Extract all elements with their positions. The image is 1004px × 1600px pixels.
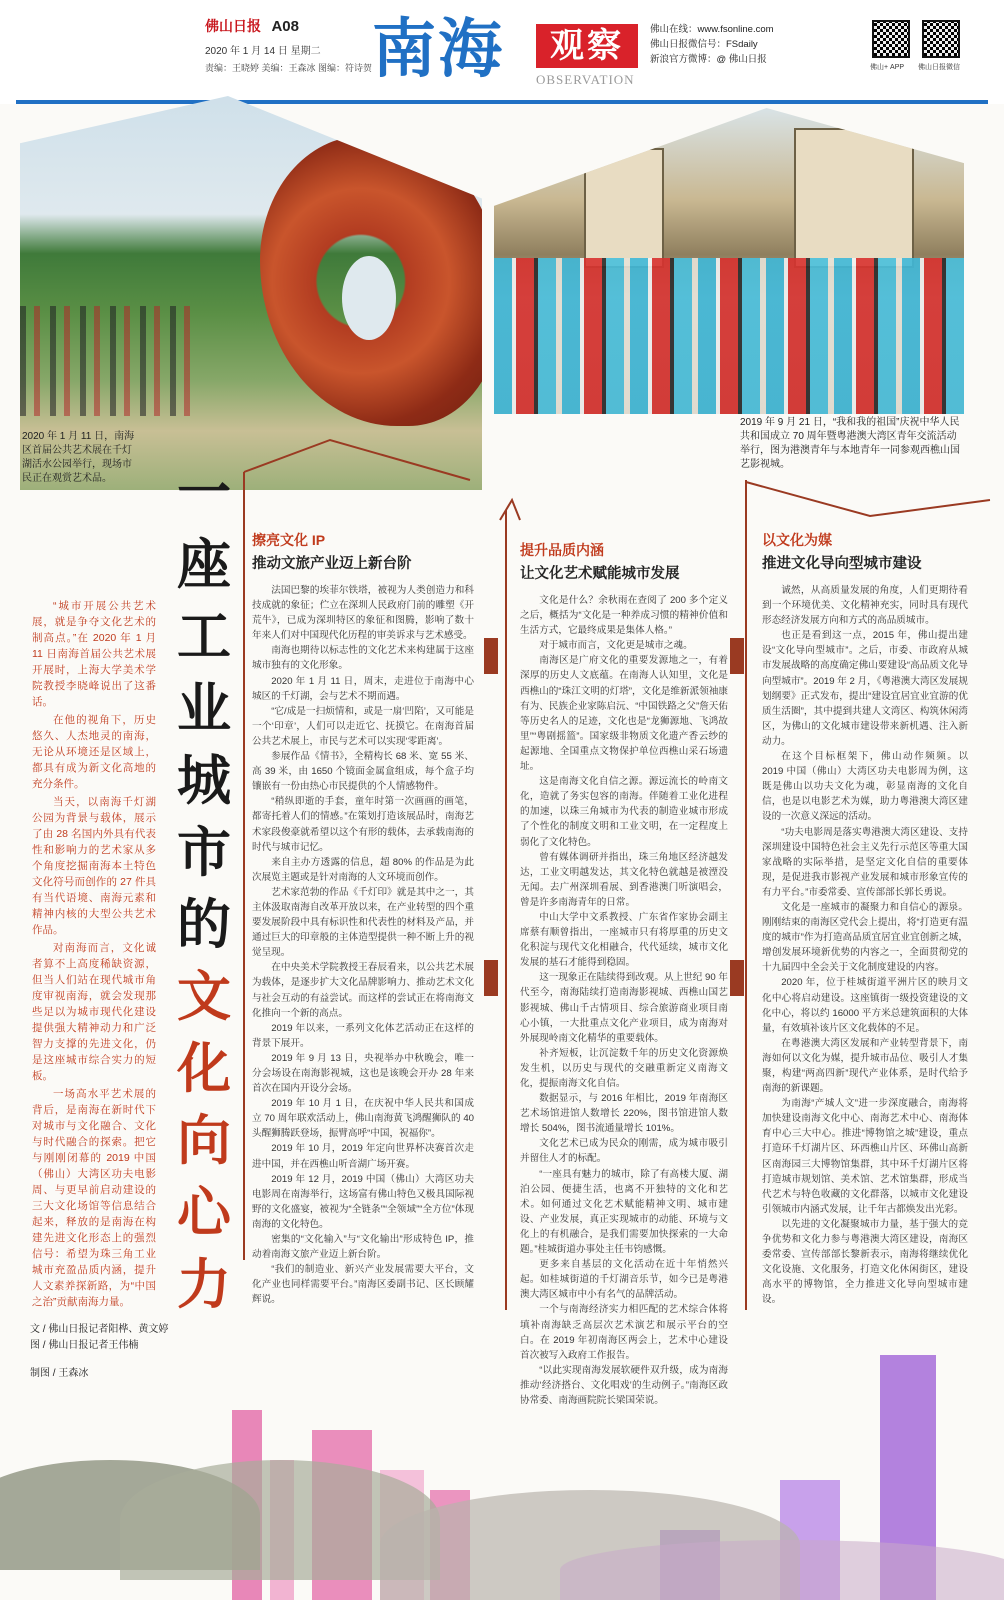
body-paragraph: 法国巴黎的埃菲尔铁塔，被视为人类创造力和科技成就的象征；伫立在深圳人民政府门前的雕塑《开荒牛》，已成为深圳特区的象征和图腾，影响了数十年来人们对中国现代化历程的审美诉求与艺术感受。 [252,585,474,642]
editor-credits: 责编：王晓婷 美编：王森冰 图编：符诗贺 [205,63,373,73]
building-bar [880,1355,936,1600]
section-kicker: 以文化为媒 [762,532,832,548]
weibo-line: 新浪官方微博：@ 佛山日报 [650,54,767,65]
divider-chevron [746,482,990,516]
body-paragraph: 这是南海文化自信之源。源远流长的岭南文化，造就了务实包容的南海。伴随着工业化进程的加速，以珠三角城市为代表的制造业城市形成了个性化的制度文明和工业文明，在一定程度上弱化了文化特色。 [520,776,728,848]
building-bar [312,1430,372,1600]
body-paragraph: 2019 年 10 月 1 日，在庆祝中华人民共和国成立 70 周年联欢活动上，佛山南海黄飞鸿醒狮队的 40 头醒狮腾跃登场，振臂高呼“中国，祝福你”。 [252,1098,474,1140]
building-bar [270,1460,294,1600]
section-culture-medium [762,530,968,1308]
body-paragraph: “我们的制造业、新兴产业发展需要大平台，文化产业也同样需要平台。”南海区委副书记、区长顾耀辉说。 [252,1264,474,1306]
intro-paragraph: 一场高水平艺术展的背后，是南海在新时代下对城市与文化融合、文化与时代融合的探索。把它与刚刚闭幕的 2019 中国（佛山）大湾区功夫电影周、与更早前启动建设的三大文化场馆等信息结合起来，释放的是南海在构建先进文化形态上的强烈信号：希望为珠三角工业城市充盈品质内涵，提升人文素养探新路，为“中国之治”贡献南海力量。 [32,1088,156,1308]
old-building [794,128,914,268]
body-paragraph: 在粤港澳大湾区发展和产业转型背景下，南海如何以文化为媒，提升城市品位、吸引人才集聚，构建“两高四新”现代产业体系，是时代给予南海的新课题。 [762,1037,968,1095]
body-paragraph: 来自主办方透露的信息，超 80% 的作品是为此次展览主题或是针对南海的人文环境而创作。 [252,856,474,883]
section-cultural-ip [252,530,474,1308]
body-paragraph: 曾有媒体调研并指出，珠三角地区经济越发达，工业文明越发达，其文化特色就越是被湮没无闻。去广州深圳看展、到香港澳门听演唱会，曾是许多南海青年的日常。 [520,851,728,908]
body-paragraph: “它/成是一扫烦情和，或是一扇‘凹陷’，又可能是一个‘印章’，人们可以走近它、抚摸它。在南海首届公共艺术展上，市民与艺术可以实现‘零距离’。 [252,705,474,747]
intro-paragraph: “城市开展公共艺术展，就是争夺文化艺术的制高点。”在 2020 年 1 月 11 日南海首届公共艺术展开展时，上海大学美术学院教授李晓峰说出了这番话。 [32,600,156,708]
page-header [0,0,1004,104]
photo1-caption: 2020 年 1 月 11 日，南海区首届公共艺术展在千灯湖活水公园举行，现场市民正在观赏艺术品。 [22,431,135,484]
design-credit: 制图 / 王森冰 [30,1368,89,1379]
crowd-figures [20,306,190,416]
contact-info [650,22,774,67]
body-paragraph: 在中央美术学院教授王春辰看来，以公共艺术展为载体，是逐步扩大文化品牌影响力、推动艺术文化与社会互动的有益尝试。而这样的尝试正在将南海文化推向一个新的高点。 [252,962,474,1019]
masthead-badge: 观察 [536,24,638,68]
masthead-english: OBSERVATION [536,72,635,87]
header-rule [16,100,988,104]
body-paragraph: 2020 年，位于桂城街道平洲片区的映月文化中心将启动建设。这座镇街一级投资建设的文化中心，将以约 16000 平方米总建筑面积的大体量，有效填补该片区文化载体的不足。 [762,977,968,1034]
body-paragraph: “功夫电影周是落实粤港澳大湾区建设、支持深圳建设中国特色社会主义先行示范区等重大国家战略的实际举措，是坚定文化自信的重要体现，是促进我市影视产业发展和城市形象宣传的有力平台。”市委常委、宣传部部长郭长勇说。 [762,826,968,898]
body-paragraph: 补齐短板，让沉淀数千年的历史文化资源焕发生机，以历史与现代的交融重新定义南海文化，提振南海文化自信。 [520,1047,728,1089]
building-bar [380,1470,424,1600]
divider-tab [730,960,744,996]
title-part2: 文化向心力 [177,964,231,1316]
body-paragraph: 文化是一座城市的凝聚力和自信心的源泉。刚刚结束的南海区党代会上提出，将“打造更有温度的城市”作为打造高品质宜居宜业宜创新之城，增创发展环境新优势的内容之一，全面贯彻党的十九届四中全会关于文化制度建设的内容。 [762,901,968,974]
intro-paragraph: 对南海而言，文化诚者算不上高度稀缺资源，但当人们站在现代城市角度审视南海，就会发现那些足以为城市现代化建设提供强大精神动力和广泛智力支撑的先进文化，仍是这座城市综合实力的短板。 [32,942,156,1082]
divider-chevron [500,500,520,520]
section-headline: 让文化艺术赋能城市发展 [520,566,680,582]
body-paragraph: 参展作品《情书》，全精构长 68 米、宽 55 米、高 39 米，由 1650 个镜面金属盒组成，每个盒子均镶嵌有一份由热心市民提供的个人情感物件。 [252,751,474,793]
body-paragraph: 为南海“产城人文”进一步深度融合，南海将加快建设南海文化中心、南海艺术中心、南海体育中心三大中心。推进“博物馆之城”建设，重点打造环千灯湖片区、环西樵山片区、环佛山高新区南海园三大博物馆集群，其中环千灯湖片区将打造城市规划馆、美术馆、艺术馆集群，形成当代艺术与特色收藏的文化群落，以城市文化建设引领城市内涵式发展，让千年古都焕发出光彩。 [762,1098,968,1215]
photo2-caption: 2019 年 9 月 21 日，“我和我的祖国”庆祝中华人民共和国成立 70 周年暨粤港澳大湾区青年交流活动举行，图为港澳青年与本地青年一同参观西樵山国艺影视城。 [740,417,960,470]
divider-tab [484,960,498,996]
body-paragraph: 2019 年以来，一系列文化体艺活动正在这样的背景下展开。 [252,1022,474,1049]
body-paragraph: 2019 年 12 月，2019 中国（佛山）大湾区功夫电影周在南海举行，这场富有佛山特色又极具国际视野的文化盛宴，被视为“全链条”“全领域”“全方位”体现南海的文化特色。 [252,1173,474,1230]
sculpture-opening [342,256,396,340]
section-quality [520,540,728,1408]
section-headline: 推动文旅产业迈上新台阶 [252,556,412,572]
masthead-title: 南海 [372,12,504,87]
building-bar [232,1410,262,1600]
header-meta [205,16,373,74]
body-paragraph: 2019 年 9 月 13 日，央视举办中秋晚会，唯一分会场设在南海影视城，这也是该晚会开办 28 年来首次在国内开设分会场。 [252,1052,474,1095]
building-bar [780,1480,840,1600]
body-paragraph: 密集的“文化输入”与“文化输出”形成特色 IP，推动着南海文旅产业迈上新台阶。 [252,1234,474,1261]
body-paragraph: “一座具有魅力的城市，除了有高楼大厦、湖泊公园、便捷生活，也离不开独特的文化和艺术。如何通过文化艺术赋能精神文明、城市建设、产业发展，真正实现城市的动能、环境与文化上的有机融合，是我们需要加快探索的一大命题。”桂城街道办事处主任韦钧感慨。 [520,1168,728,1256]
divider-tab [484,638,498,674]
building-bar [430,1490,470,1600]
section-kicker: 擦亮文化 IP [252,532,326,548]
mountain-shape [380,1490,800,1600]
mountain-shape [0,1460,260,1570]
section-body [520,593,728,1408]
body-paragraph: 文化是什么？余秋雨在查阅了 200 多个定义之后，概括为“文化是一种养成习惯的精神价值和生活方式，它最终成果是集体人格。” [520,595,728,637]
page-number: A08 [271,18,299,35]
body-paragraph: 南海区是广府文化的重要发源地之一，有着深厚的历史人文底蕴。在南海人认知里，文化是西樵山的“珠江文明的灯塔”，文化是维新派领袖康有为、民族企业家陈启沅、“中国铁路之父”詹天佑等历史名人的足迹，文化也是“龙狮源地、飞鸿故里”“粤剧摇篮”。国家级非物质文化遗产香云纱的起源地、全国重点文物保护单位西樵山采石场遗址。 [520,655,728,773]
section-body [252,583,474,1308]
youth-visit-photo [494,108,964,414]
website-line: 佛山在线：www.fsonline.com [650,24,774,35]
wechat-line: 佛山日报微信号：FSdaily [650,39,758,50]
body-paragraph: 数据显示，与 2016 年相比，2019 年南海区艺术场馆进馆人数增长 220%，图书馆进馆人数增长 504%，图书流通量增长 101%。 [520,1093,728,1135]
body-paragraph: 艺术家范勃的作品《千灯印》就是其中之一，其主体汲取南海自改革开放以来，在产业转型的四个重要发展阶段中具有标识性和代表性的材料及产品，并通过巨大的印章般的主体造型提供一种不断上升的视觉呈现。 [252,886,474,959]
body-paragraph: 2019 年 10 月，2019 年定向世界杯决赛首次走进中国，并在西樵山听音湖广场开赛。 [252,1143,474,1170]
qr-caption-wechat: 佛山日报微信 [918,64,960,71]
body-paragraph: 一个与南海经济实力相匹配的艺术综合体将填补南海缺乏高层次艺术演艺和展示平台的空白。在 2019 年初南海区两会上，艺术中心建设首次被写入政府工作报告。 [520,1304,728,1361]
writer-credit: 文 / 佛山日报记者阳桦、黄文婷 [30,1324,169,1335]
body-paragraph: 也正是看到这一点，2015 年，佛山提出建设“文化导向型城市”。之后，市委、市政府从城市发展战略的高度确定佛山要建设“高品质文化导向型城市”。2019 年 2 月，《粤港澳大湾区发展规划纲要》正式发布，提出“建设宜居宜业宜游的优质生活圈”，其中提到共建人文湾区、构筑休闲湾区，为佛山的文化城市建设带来新机遇、注入新动力。 [762,630,968,747]
intro-paragraph: 在他的视角下，历史悠久、人杰地灵的南海，无论从环境还是区域上，都具有成为新文化高地的充分条件。 [32,714,156,790]
newspaper-logo: 佛山日报 [205,18,261,34]
intro-paragraph: 当天，以南海千灯湖公园为背景与载体，展示了由 28 名国内外具有代表性和影响力的艺术家从多个角度挖掘南海本土特色文化符号而创作的 27 件具有当代语境、南海元素和精神内核的大型公共艺术作品。 [32,796,156,936]
issue-date: 2020 年 1 月 14 日 星期二 [205,46,321,57]
app-qr-code [872,20,910,58]
body-paragraph: 这一现象正在陆续得到改观。从上世纪 90 年代至今，南海陆续打造南海影视城、西樵山国艺影视城、佛山千古情项目、综合旅游商业项目南心小镇，一大批重点文化产业项目，成为南海对外展现岭南文化精华的重要载体。 [520,972,728,1044]
body-paragraph: 南海也期待以标志性的文化艺术来构建属于这座城市独有的文化形象。 [252,645,474,672]
body-paragraph: 2020 年 1 月 11 日，周末，走进位于南海中心城区的千灯湖，会与艺术不期而遇。 [252,675,474,702]
body-paragraph: 中山大学中文系教授、广东省作家协会副主席蔡有顺曾指出，一座城市只有将厚重的历史文化积淀与现代文化相融合，代代延续，城市文化发展的基石才能得到稳固。 [520,911,728,969]
section-kicker: 提升品质内涵 [520,542,604,558]
body-paragraph: 文化艺术已成为民众的刚需，成为城市吸引并留住人才的标配。 [520,1138,728,1165]
body-paragraph: 更多来自基层的文化活动在近十年悄然兴起。如桂城街道的千灯湖音乐节，如今已是粤港澳大湾区城市中小有名气的品牌活动。 [520,1259,728,1301]
section-body [762,583,968,1308]
mountain-shape [120,1460,440,1580]
mountain-shape [560,1540,1004,1600]
wechat-qr-code [922,20,960,58]
walking-group [494,258,964,414]
body-paragraph: “稍纵即逝的手套，童年时第一次画画的画笔，都寄托着人们的情感。”在策划打造该展品时，南海艺术家段俊豪就希望以这个有形的载体，去承载南海的时代与城市记忆。 [252,796,474,853]
body-paragraph: 在这个目标框架下，佛山动作频频。以 2019 中国（佛山）大湾区功夫电影周为例，这既是佛山以功夫文化为魂，彰显南海的文化自信，也是以电影艺术为媒，助力粤港澳大湾区建设的一次意义深远的活动。 [762,751,968,823]
building-bar [660,1530,720,1600]
title-part1: 一座工业城市的 [177,460,231,956]
body-paragraph: 以先进的文化凝聚城市力量，基于强大的竞争优势和文化力参与粤港澳大湾区建设，南海区委常委、宣传部部长黎新表示，南海将继续优化文化设施、文化服务，打造文化休闲街区，建设高水平的博物馆，全力推进文化导向型城市建设。 [762,1218,968,1306]
divider-chevron [244,440,470,480]
qr-caption-app: 佛山+ APP [870,64,905,71]
body-paragraph: “以此实现南海发展软硬件双升级，成为南海推动‘经济搭台、文化唱戏’的生动例子。”南海区政协常委、南海画院院长梁国荣说。 [520,1364,728,1406]
body-paragraph: 诚然，从高质量发展的角度，人们更期待看到一个环境优美、文化精神充实，同时具有现代形态经济发展方向和方式的高品质城市。 [762,585,968,627]
body-paragraph: 对于城市而言，文化更是城市之魂。 [539,640,693,652]
photo-credit: 图 / 佛山日报记者王伟楠 [30,1340,139,1351]
byline [30,1322,190,1354]
section-headline: 推进文化导向型城市建设 [762,556,922,572]
divider-tab [730,638,744,674]
old-building [584,148,664,268]
